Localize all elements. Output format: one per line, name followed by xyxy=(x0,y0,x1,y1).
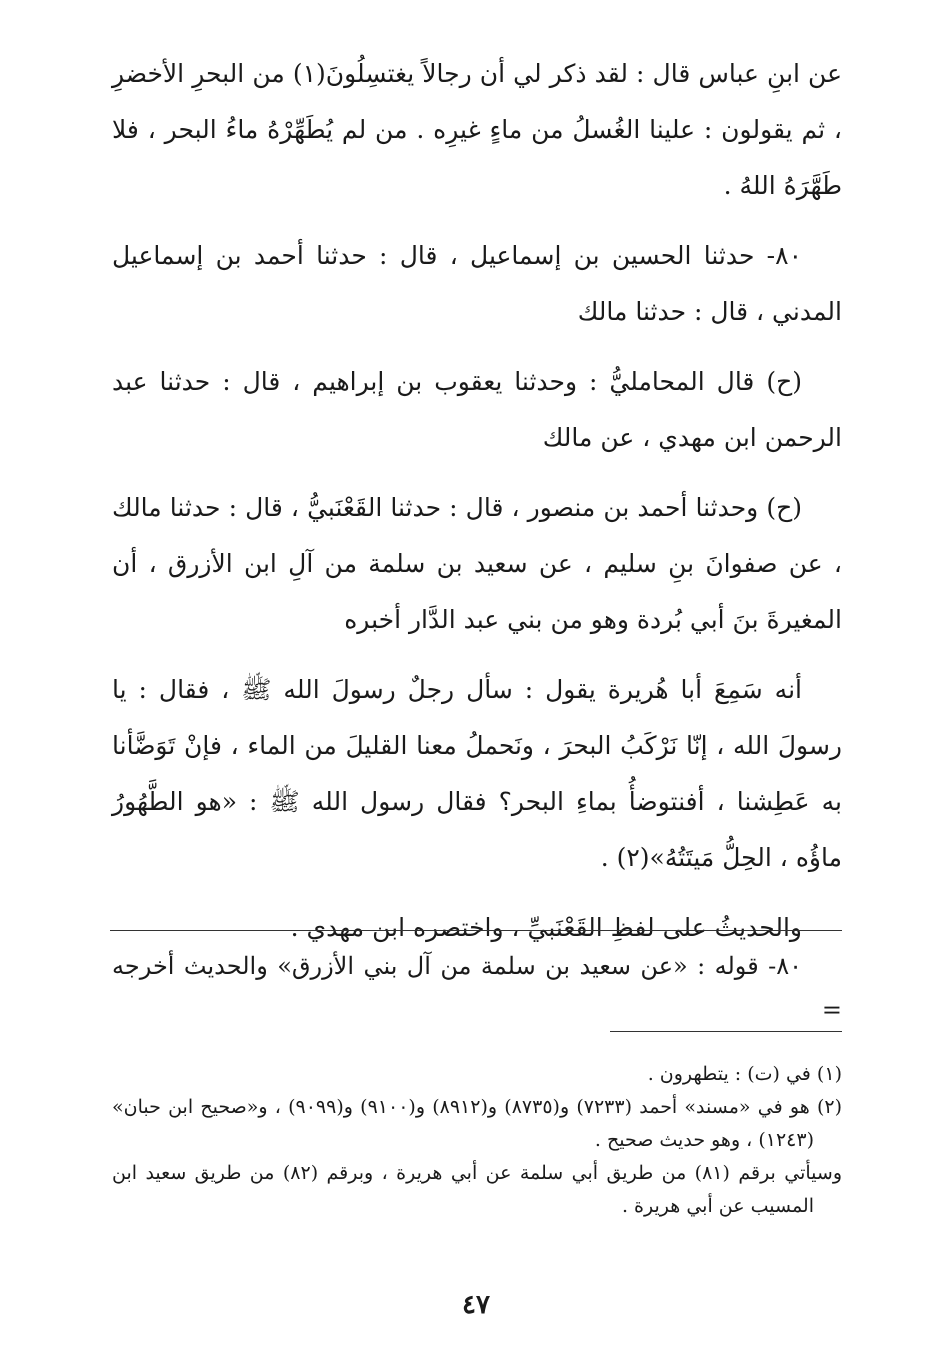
paragraph-isnad-qanabi: (ح) وحدثنا أحمد بن منصور ، قال : حدثنا القَعْنَبيُّ ، قال : حدثنا مالك ، عن صفوانَ بنِ سليم ، عن سعيد بن سلمة من آلِ ابن الأزرق ، أن المغيرةَ بنَ أبي بُردة وهو من بني عبد الدَّار أخبره xyxy=(112,493,842,634)
footnotes xyxy=(112,1058,842,1223)
commentary-divider xyxy=(110,930,842,931)
footnote-divider xyxy=(610,1031,842,1032)
paragraph-closing-note: والحديثُ على لفظِ القَعْنَبيِّ ، واختصره ابن مهدي . xyxy=(290,913,802,942)
paragraph-hadith-matn: أنه سَمِعَ أبا هُريرة يقول : سأل رجلٌ رسولَ الله ﷺ ، فقال : يا رسولَ الله ، إنّا نَرْكَبُ البحرَ ، ونَحملُ معنا القليلَ من الماء ، فإنْ تَوَضَّأنا به عَطِشنا ، أفنتوضأُ بماءِ البحر؟ فقال رسول الله ﷺ : «هو الطَّهُورُ ماؤُه ، الحِلُّ مَيتَتُهُ»(٢) . xyxy=(112,675,842,872)
paragraph-isnad-mahamili: (ح) قال المحامليُّ : وحدثنا يعقوب بن إبراهيم ، قال : حدثنا عبد الرحمن ابن مهدي ، عن مالك xyxy=(112,367,842,452)
commentary-text: ٨٠- قوله : «عن سعيد بن سلمة من آل بني الأزرق» والحديث أخرجه = xyxy=(112,952,842,1024)
page-number: ٤٧ xyxy=(462,1290,490,1320)
footnote-2-continuation: وسيأتي برقم (٨١) من طريق أبي سلمة عن أبي هريرة ، وبرقم (٨٢) من طريق سعيد ابن المسيب عن أبي هريرة . xyxy=(112,1162,843,1217)
paragraph-hadith-80-isnad: ٨٠- حدثنا الحسين بن إسماعيل ، قال : حدثنا أحمد بن إسماعيل المدني ، قال : حدثنا مالك xyxy=(112,241,842,326)
main-text xyxy=(112,46,842,970)
footnote-2: (٢) هو في «مسند» أحمد (٧٢٣٣) و(٨٧٣٥) و(٨٩١٢) و(٩١٠٠) و(٩٠٩٩) ، و«صحيح ابن حبان» (١٢٤٣) ، وهو حديث صحيح . xyxy=(112,1096,843,1151)
footnote-1: (١) في (ت) : يتطهرون . xyxy=(647,1063,842,1085)
commentary xyxy=(112,944,842,1032)
paragraph-ibn-abbas: عن ابنِ عباس قال : لقد ذكر لي أن رجالاً يغتسِلُونَ(١) من البحرِ الأخضرِ ، ثم يقولون : علينا الغُسلُ من ماءٍ غيرِه . من لم يُطَهِّرْهُ ماءُ البحر ، فلا طَهَّرَهُ اللهُ . xyxy=(112,59,842,200)
